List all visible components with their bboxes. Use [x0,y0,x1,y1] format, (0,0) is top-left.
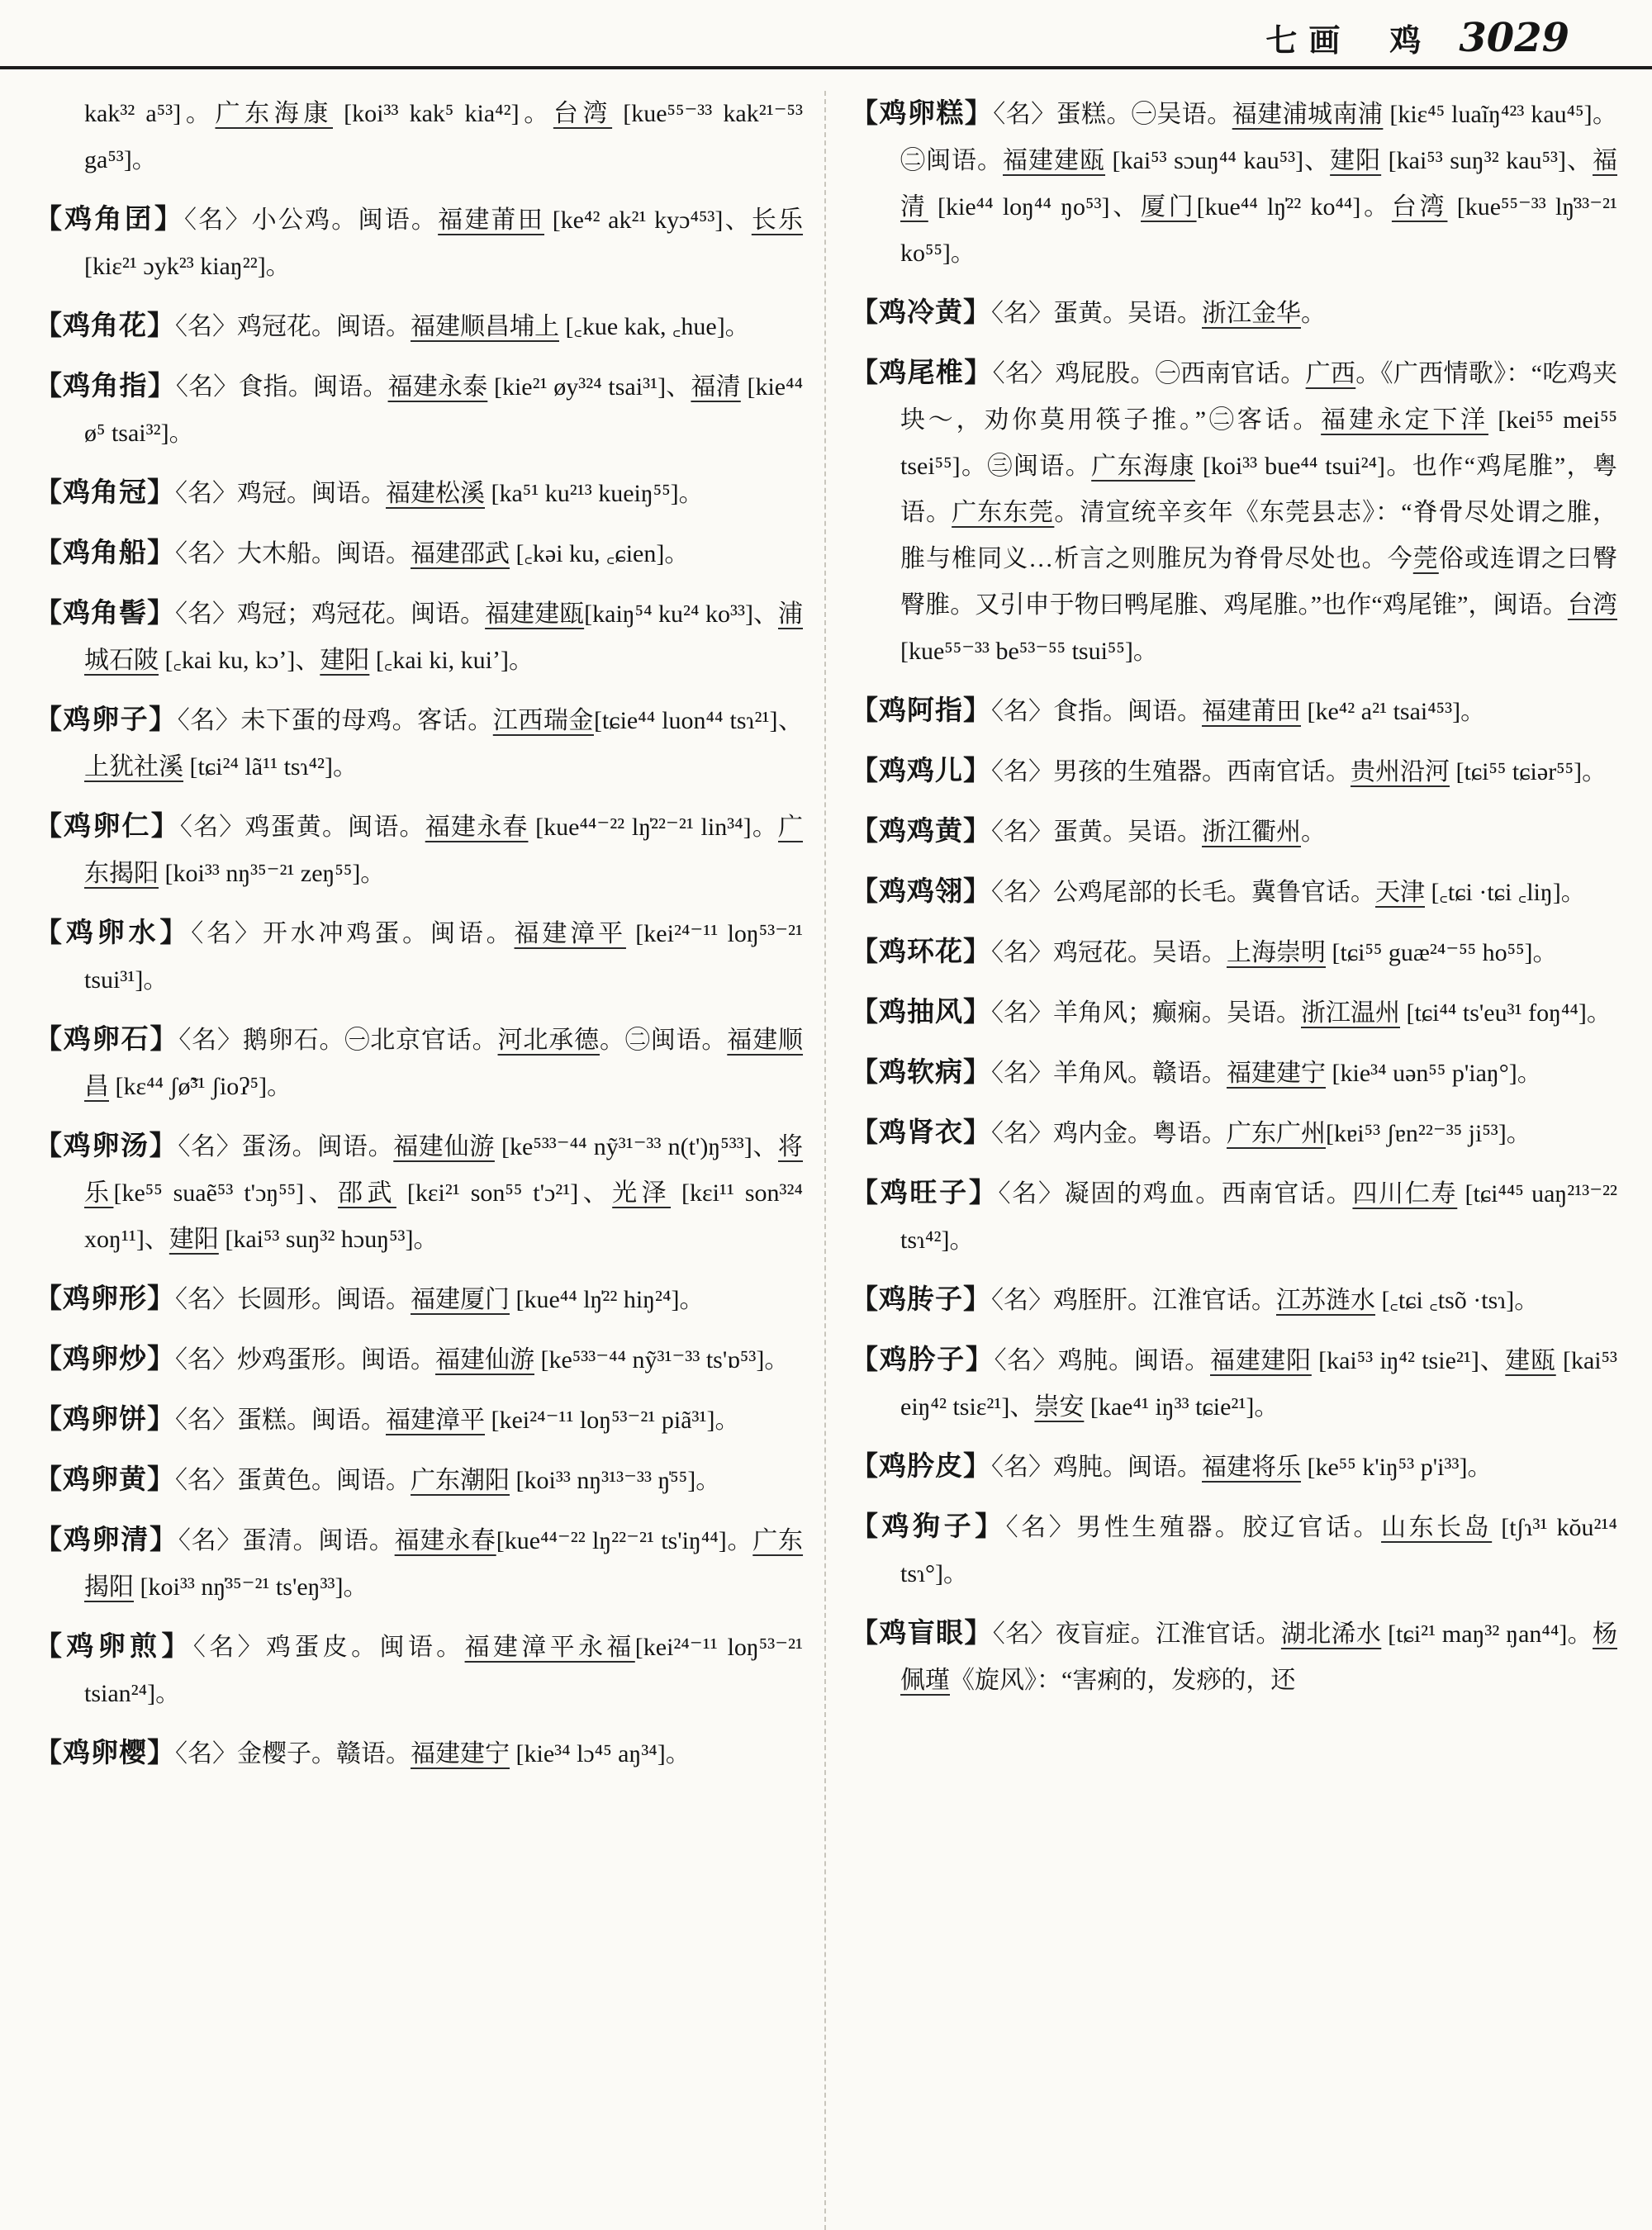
dictionary-entry [35,910,803,1004]
entry-text: [koi³³ nŋ³¹³⁻³³ ŋ̍⁵⁵]。 [510,1467,721,1494]
entry-text: [tɕi²⁴ lã¹¹ tsɿ⁴²]。 [183,753,358,780]
entry-text: [kie³⁴ uən⁵⁵ p'iaŋ°]。 [1326,1060,1542,1087]
entry-text: [kai⁵³ suŋ³² hɔuŋ⁵³]。 [218,1226,439,1253]
entry-text: [ke⁴² a²¹ tsai⁴⁵³]。 [1301,698,1486,725]
entry-text: [ke⁵³³⁻⁴⁴ nỹ³¹⁻³³ ts'ɒ⁵³]。 [534,1346,790,1374]
entry-headword: 【鸡盲眼】 [851,1619,993,1649]
entry-headword: 【鸡角指】 [35,372,176,401]
place-name: 江西瑞金 [492,707,594,734]
entry-headword: 【鸡卵形】 [35,1284,175,1314]
entry-text: [꜀kəi ku, ꜀ɕien]。 [510,540,690,567]
entry-text: [kaiŋ⁵⁴ ku²⁴ ko³³]、 [584,600,778,628]
place-name: 福建顺昌埔上 [411,313,559,340]
entry-text: [kue⁵⁵⁻³³ kak²¹⁻⁵³ ga⁵³]。 [84,100,804,173]
place-name: 建阳 [1330,147,1382,174]
entry-headword: 【鸡鸡黄】 [851,817,991,847]
entry-text: 〈名〉蛋清。闽语。 [178,1527,395,1554]
place-name: 上犹社溪 [84,753,183,780]
place-name: 福建邵武 [411,540,510,567]
place-name: 四川仁寿 [1352,1180,1458,1208]
entry-text: [kei²⁴⁻¹¹ loŋ⁵³⁻²¹ tsian²⁴]。 [84,1634,804,1707]
place-name: 将乐 [84,1133,804,1207]
place-name: 广东揭阳 [84,814,804,887]
entry-text: [꜀tɕi ꜀tsõ ·tsɿ]。 [1375,1287,1540,1314]
place-name: 厦门 [1141,193,1197,221]
dictionary-entry [35,530,803,577]
entry-text: [kue⁴⁴ lŋ̍²² hiŋ²⁴]。 [510,1286,705,1313]
place-name: 福建厦门 [411,1286,510,1313]
entry-text: [kai⁵³ suŋ³² kau⁵³]、 [1381,147,1593,174]
place-name: 福建仙游 [435,1346,534,1374]
entry-text: [koi³³ nŋ³⁵⁻²¹ zeŋ⁵⁵]。 [159,860,386,887]
entry-text: 〈名〉鸡冠。闽语。 [175,480,386,507]
entry-text: [kɛ⁴⁴ ʃø̃³¹ ʃioʔ⁵]。 [109,1073,292,1100]
dictionary-entry [35,470,803,517]
dictionary-entry [851,1337,1617,1431]
entry-headword: 【鸡狗子】 [851,1512,1006,1542]
entry-text: 〈名〉食指。闽语。 [991,698,1202,725]
entry-text: [tɕi²¹ maŋ³² ŋan⁴⁴]。 [1381,1620,1593,1648]
column-left [35,91,826,2230]
dictionary-entry [851,688,1617,735]
entry-text: 。 [1301,300,1326,327]
entry-text: [tɕi⁴⁴ ts'eu³¹ foŋ⁴⁴]。 [1400,999,1612,1027]
entry-text: [tɕi⁴⁴⁵ uaŋ²¹³⁻²² tsɿ⁴²]。 [900,1180,1617,1254]
place-name: 崇安 [1034,1393,1085,1421]
dictionary-entry [851,1110,1617,1157]
entry-text: [koi³³ bue⁴⁴ tsui²⁴]。也作“鸡尾脽”，粤语。 [900,453,1617,526]
entry-text: [kie³⁴ lɔ⁴⁵ aŋ³⁴]。 [510,1740,691,1767]
entry-text: 〈名〉小公鸡。闽语。 [184,206,439,234]
page-header [0,0,1652,69]
place-name: 广东揭阳 [84,1527,804,1601]
entry-headword: 【鸡旺子】 [851,1179,999,1208]
entry-text: [koi³³ nŋ̍³⁵⁻²¹ ts'eŋ³³]。 [134,1573,368,1601]
place-name: 福建浦城南浦 [1232,101,1384,128]
entry-text: 〈名〉男孩的生殖器。西南官话。 [991,758,1351,785]
entry-text: [kei²⁴⁻¹¹ loŋ⁵³⁻²¹ tsui³¹]。 [84,920,804,994]
entry-text: 〈名〉炒鸡蛋形。闽语。 [175,1346,435,1374]
entry-headword: 【鸡卵水】 [35,918,192,948]
entry-text: [kiɛ²¹ ɔyk²³ kiaŋ²²]。 [84,253,291,280]
entry-text: 〈名〉蛋汤。闽语。 [178,1133,394,1160]
entry-text: [kɐi⁵³ ʃɐn²²⁻³⁵ ji⁵³]。 [1326,1120,1531,1147]
entry-text: 〈名〉开水冲鸡蛋。闽语。 [191,920,515,947]
entry-text: [kɛi¹¹ son³²⁴ xoŋ¹¹]、 [84,1179,803,1253]
entry-headword: 【鸡角花】 [35,311,175,341]
entry-text: 〈名〉鸡蛋黄。闽语。 [179,814,425,841]
entry-text: 〈名〉鸡冠；鸡冠花。闽语。 [175,600,486,628]
dictionary-entry [35,91,803,183]
entry-text: kak³² a⁵³]。 [84,100,216,127]
dictionary-entry [851,350,1617,675]
place-name: 邵武 [338,1179,396,1207]
entry-headword: 【鸡抽风】 [851,998,991,1027]
entry-headword: 【鸡卵炒】 [35,1345,175,1374]
place-name: 福建建宁 [1227,1060,1326,1087]
entry-text: [꜀kai ku, kɔʼ]、 [159,647,320,674]
entry-text: 俗或连谓之曰臀臀脽。又引申于物曰鸭尾脽、鸡尾脽。”也作“鸡尾锥”，闽语。 [900,545,1617,619]
entry-text: [kɛi²¹ son⁵⁵ t'ɔ²¹]、 [396,1179,613,1207]
place-name: 山东长岛 [1381,1514,1493,1541]
dictionary-entry [35,1123,803,1263]
entry-headword: 【鸡软病】 [851,1058,991,1088]
place-name: 长乐 [751,206,804,234]
place-name: 莞 [1412,545,1439,572]
place-name: 福建建瓯 [1003,147,1106,174]
dictionary-entry [851,929,1617,976]
dictionary-entry [851,1504,1617,1597]
entry-headword: 【鸡卵仁】 [35,812,180,842]
entry-text: 〈名〉夜盲症。江淮官话。 [992,1620,1281,1648]
dictionary-entry [851,290,1617,337]
entry-text: 〈名〉蛋糕。闽语。 [175,1407,386,1434]
place-name: 建阳 [169,1226,219,1253]
place-name: 福建永定下洋 [1321,406,1488,434]
entry-text: 〈名〉鸡冠花。闽语。 [175,313,411,340]
entry-text: 。㊁闽语。 [599,1027,728,1054]
entry-headword: 【鸡角船】 [35,539,175,568]
dictionary-entry [851,989,1617,1037]
place-name: 台湾 [553,100,613,127]
entry-headword: 【鸡尾椎】 [851,358,993,388]
dictionary-entry [851,1611,1617,1704]
entry-headword: 【鸡阿指】 [851,696,991,726]
dictionary-entry [35,697,803,790]
entry-text: 〈名〉长圆形。闽语。 [175,1286,411,1313]
place-name: 贵州沿河 [1351,758,1450,785]
place-name: 湖北浠水 [1280,1620,1382,1648]
entry-text: [kue⁴⁴ lŋ̍²² ko⁴⁴]。 [1196,193,1392,221]
entry-headword: 【鸡卵樱】 [35,1739,175,1768]
entry-text: 〈名〉蛋糕。㊀吴语。 [993,101,1232,128]
entry-text: 〈名〉羊角风；癫痫。吴语。 [991,999,1301,1027]
entry-text: [ka⁵¹ ku²¹³ kueiŋ⁵⁵]。 [485,480,704,507]
two-column-body [0,69,1652,2230]
entry-text: 〈名〉蛋黄。吴语。 [991,300,1202,327]
dictionary-entry [35,591,803,684]
dictionary-entry [851,869,1617,916]
place-name: 福建建瓯 [485,600,585,628]
place-name: 浙江衢州 [1202,818,1301,846]
entry-headword: 【鸡卵石】 [35,1025,179,1055]
entry-headword: 【鸡鸡翎】 [851,877,991,907]
dictionary-entry [35,363,803,457]
dictionary-entry [35,1017,803,1110]
entry-text: 〈名〉鹅卵石。㊀北京官话。 [178,1027,498,1054]
entry-text: 。 [1301,818,1326,846]
entry-text: 〈名〉鸡屁股。㊀西南官话。 [992,360,1306,387]
entry-text: [kue⁵⁵⁻³³ be⁵³⁻⁵⁵ tsui⁵⁵]。 [900,638,1158,665]
place-name: 福建漳平 [514,920,626,947]
dictionary-entry [35,1624,803,1717]
place-name: 福建永春 [425,814,529,841]
place-name: 杨佩瑾 [900,1620,1617,1694]
entry-headword: 【鸡卵子】 [35,705,178,735]
entry-text: [kei⁵⁵ mei⁵⁵ tsei⁵⁵]。㊂闽语。 [900,406,1617,480]
dictionary-entry [35,1730,803,1777]
entry-text: 〈名〉羊角风。赣语。 [991,1060,1227,1087]
entry-text: [kei²⁴⁻¹¹ loŋ⁵³⁻²¹ piã³¹]。 [485,1407,740,1434]
entry-headword: 【鸡卵汤】 [35,1132,178,1161]
place-name: 天津 [1375,879,1425,906]
entry-headword: 【鸡肣皮】 [851,1452,991,1482]
dictionary-entry [35,804,803,897]
entry-text: [꜀kai ki, kuiʼ]。 [369,647,534,674]
entry-text: [kiɛ⁴⁵ luaĩŋ⁴²³ kau⁴⁵]。㊁闽语。 [900,101,1617,174]
entry-text: [kue⁵⁵⁻³³ lŋ̍³³⁻²¹ ko⁵⁵]。 [900,193,1617,267]
dictionary-entry [851,1277,1617,1324]
place-name: 上海崇明 [1227,939,1326,966]
place-name: 福建莆田 [438,206,544,234]
place-name: 江苏涟水 [1276,1287,1375,1314]
entry-text: 。《广西情歌》：“吃鸡夹块～，劝你莫用筷子推。”㊁客话。 [900,360,1617,434]
entry-text: [ke⁵³³⁻⁴⁴ nỹ³¹⁻³³ n(t')ŋ⁵³³]、 [494,1133,779,1160]
place-name: 福建仙游 [393,1133,495,1160]
place-name: 福建莆田 [1202,698,1301,725]
entry-text: [kai⁵³ sɔuŋ⁴⁴ kau⁵³]、 [1105,147,1331,174]
dictionary-entry [851,809,1617,856]
entry-text: 〈名〉大木船。闽语。 [175,540,411,567]
entry-text: 〈名〉鸡蛋皮。闽语。 [192,1634,465,1661]
place-name: 福建建阳 [1210,1347,1312,1374]
place-name: 光泽 [612,1179,672,1207]
entry-text: 〈名〉公鸡尾部的长毛。冀鲁官话。 [991,879,1375,906]
stroke-section-label: 七画 [1265,24,1352,59]
entry-headword: 【鸡卵清】 [35,1525,178,1555]
column-right [826,91,1617,2230]
entry-text: 〈名〉鸡肫。闽语。 [994,1347,1210,1374]
place-name: 建阳 [320,647,370,674]
entry-headword: 【鸡卵饼】 [35,1405,175,1435]
place-name: 河北承德 [497,1027,600,1054]
place-name: 建瓯 [1505,1347,1556,1374]
entry-headword: 【鸡肣子】 [851,1345,995,1375]
entry-text: [꜀tɕi ·tɕi ꜀liŋ]。 [1425,879,1586,906]
place-name: 福建漳平 [386,1407,485,1434]
entry-text: [koi³³ kak⁵ kia⁴²]。 [333,100,553,127]
place-name: 浙江金华 [1202,300,1301,327]
dictionary-entry [35,1336,803,1383]
entry-text: [kie⁴⁴ loŋ⁴⁴ ŋo⁵³]、 [928,193,1142,221]
entry-headword: 【鸡角冠】 [35,478,175,508]
place-name: 福建永泰 [387,373,488,401]
dictionary-entry [851,1170,1617,1264]
entry-text: 〈名〉鸡胵肝。江淮官话。 [991,1287,1276,1314]
dictionary-entry [35,1517,803,1611]
entry-text: [kai⁵³ iŋ⁴² tsie²¹]、 [1311,1347,1506,1374]
dictionary-entry [35,303,803,350]
place-name: 广东海康 [215,100,333,127]
dictionary-entry [851,1444,1617,1491]
entry-text: [꜀kue kak, ꜀hue]。 [559,313,750,340]
entry-headword: 【鸡角囝】 [35,205,185,235]
entry-headword: 【鸡冷黄】 [851,298,991,328]
dictionary-entry [851,91,1617,277]
place-name: 广东潮阳 [411,1467,510,1494]
entry-text: [ke⁵⁵ suaẽ⁵³ t'ɔŋ⁵⁵]、 [113,1179,339,1207]
entry-text: [kae⁴¹ iŋ³³ tɕie²¹]。 [1084,1393,1279,1421]
entry-text: 。清宣统辛亥年《东莞县志》：“脊骨尽处谓之脽，脽与椎同义…析言之则脽尻为脊骨尽处也。今 [900,499,1617,572]
dictionary-entry [35,1457,803,1504]
entry-text: 〈名〉凝固的鸡血。西南官话。 [998,1180,1353,1208]
place-name: 浙江温州 [1301,999,1400,1027]
place-name: 福建将乐 [1202,1454,1301,1481]
entry-headword: 【鸡肾衣】 [851,1118,991,1148]
entry-text: [tʃɿ³¹ kŏu²¹⁴ tsɿ°]。 [900,1514,1617,1587]
entry-headword: 【鸡卵糕】 [851,99,994,129]
entry-headword: 【鸡卵煎】 [35,1632,193,1662]
dictionary-entry [35,1397,803,1444]
place-name: 浦城石陂 [84,600,803,674]
place-name: 福建漳平永福 [464,1634,635,1661]
place-name: 福清 [900,147,1617,221]
entry-text: [tɕie⁴⁴ luon⁴⁴ tsɿ²¹]、 [593,707,804,734]
entry-text: [kue⁴⁴⁻²² lŋ̍²²⁻²¹ lin³⁴]。 [528,814,779,841]
dictionary-entry [35,1276,803,1323]
entry-text: 《旋风》：“害痢的，发痧的，还 [950,1667,1296,1694]
entry-text: [kie²¹ øy³²⁴ tsai³¹]、 [487,373,691,401]
place-name: 广东海康 [1091,453,1195,480]
entry-text: 〈名〉鸡肫。闽语。 [991,1454,1202,1481]
page-number: 3029 [1459,15,1569,61]
radical-character: 鸡 [1389,24,1422,59]
entry-headword: 【鸡卵黄】 [35,1465,175,1495]
dictionary-entry [35,197,803,290]
entry-text: 〈名〉鸡内金。粤语。 [991,1120,1227,1147]
entry-text: 〈名〉食指。闽语。 [175,373,388,401]
place-name: 广东东莞 [952,499,1055,526]
entry-text: [ke⁴² ak²¹ kyɔ⁴⁵³]、 [544,206,752,234]
place-name: 广西 [1305,360,1356,387]
entry-text: [ke⁵⁵ k'iŋ⁵³ p'i³³]。 [1301,1454,1493,1481]
dictionary-entry [851,748,1617,795]
place-name: 福建松溪 [386,480,485,507]
place-name: 广东广州 [1227,1120,1326,1147]
place-name: 福清 [691,373,741,401]
entry-text: [tɕi⁵⁵ tɕiər⁵⁵]。 [1450,758,1607,785]
entry-text: 〈名〉男性生殖器。胶辽官话。 [1005,1514,1382,1541]
entry-text: 〈名〉未下蛋的母鸡。客话。 [177,707,493,734]
entry-headword: 【鸡䏝子】 [851,1285,991,1315]
entry-text: 〈名〉蛋黄色。闽语。 [175,1467,411,1494]
place-name: 福建顺昌 [84,1027,804,1100]
entry-text: [kue⁴⁴⁻²² lŋ²²⁻²¹ ts'iŋ⁴⁴]。 [496,1527,753,1554]
entry-headword: 【鸡环花】 [851,937,991,967]
entry-text: 〈名〉鸡冠花。吴语。 [991,939,1227,966]
entry-headword: 【鸡角髻】 [35,599,176,629]
entry-text: 〈名〉金樱子。赣语。 [175,1740,411,1767]
place-name: 台湾 [1567,591,1617,619]
entry-text: [tɕi⁵⁵ guæ²⁴⁻⁵⁵ ho⁵⁵]。 [1326,939,1558,966]
place-name: 台湾 [1391,193,1448,221]
dictionary-entry [851,1050,1617,1097]
entry-text: [kai⁵³ eiŋ⁴² tsiɛ²¹]、 [900,1347,1617,1421]
entry-headword: 【鸡鸡儿】 [851,757,991,786]
place-name: 福建永春 [394,1527,496,1554]
entry-text: [kie⁴⁴ ø⁵ tsai³²]。 [84,373,804,447]
place-name: 福建建宁 [411,1740,510,1767]
entry-text: 〈名〉蛋黄。吴语。 [991,818,1202,846]
